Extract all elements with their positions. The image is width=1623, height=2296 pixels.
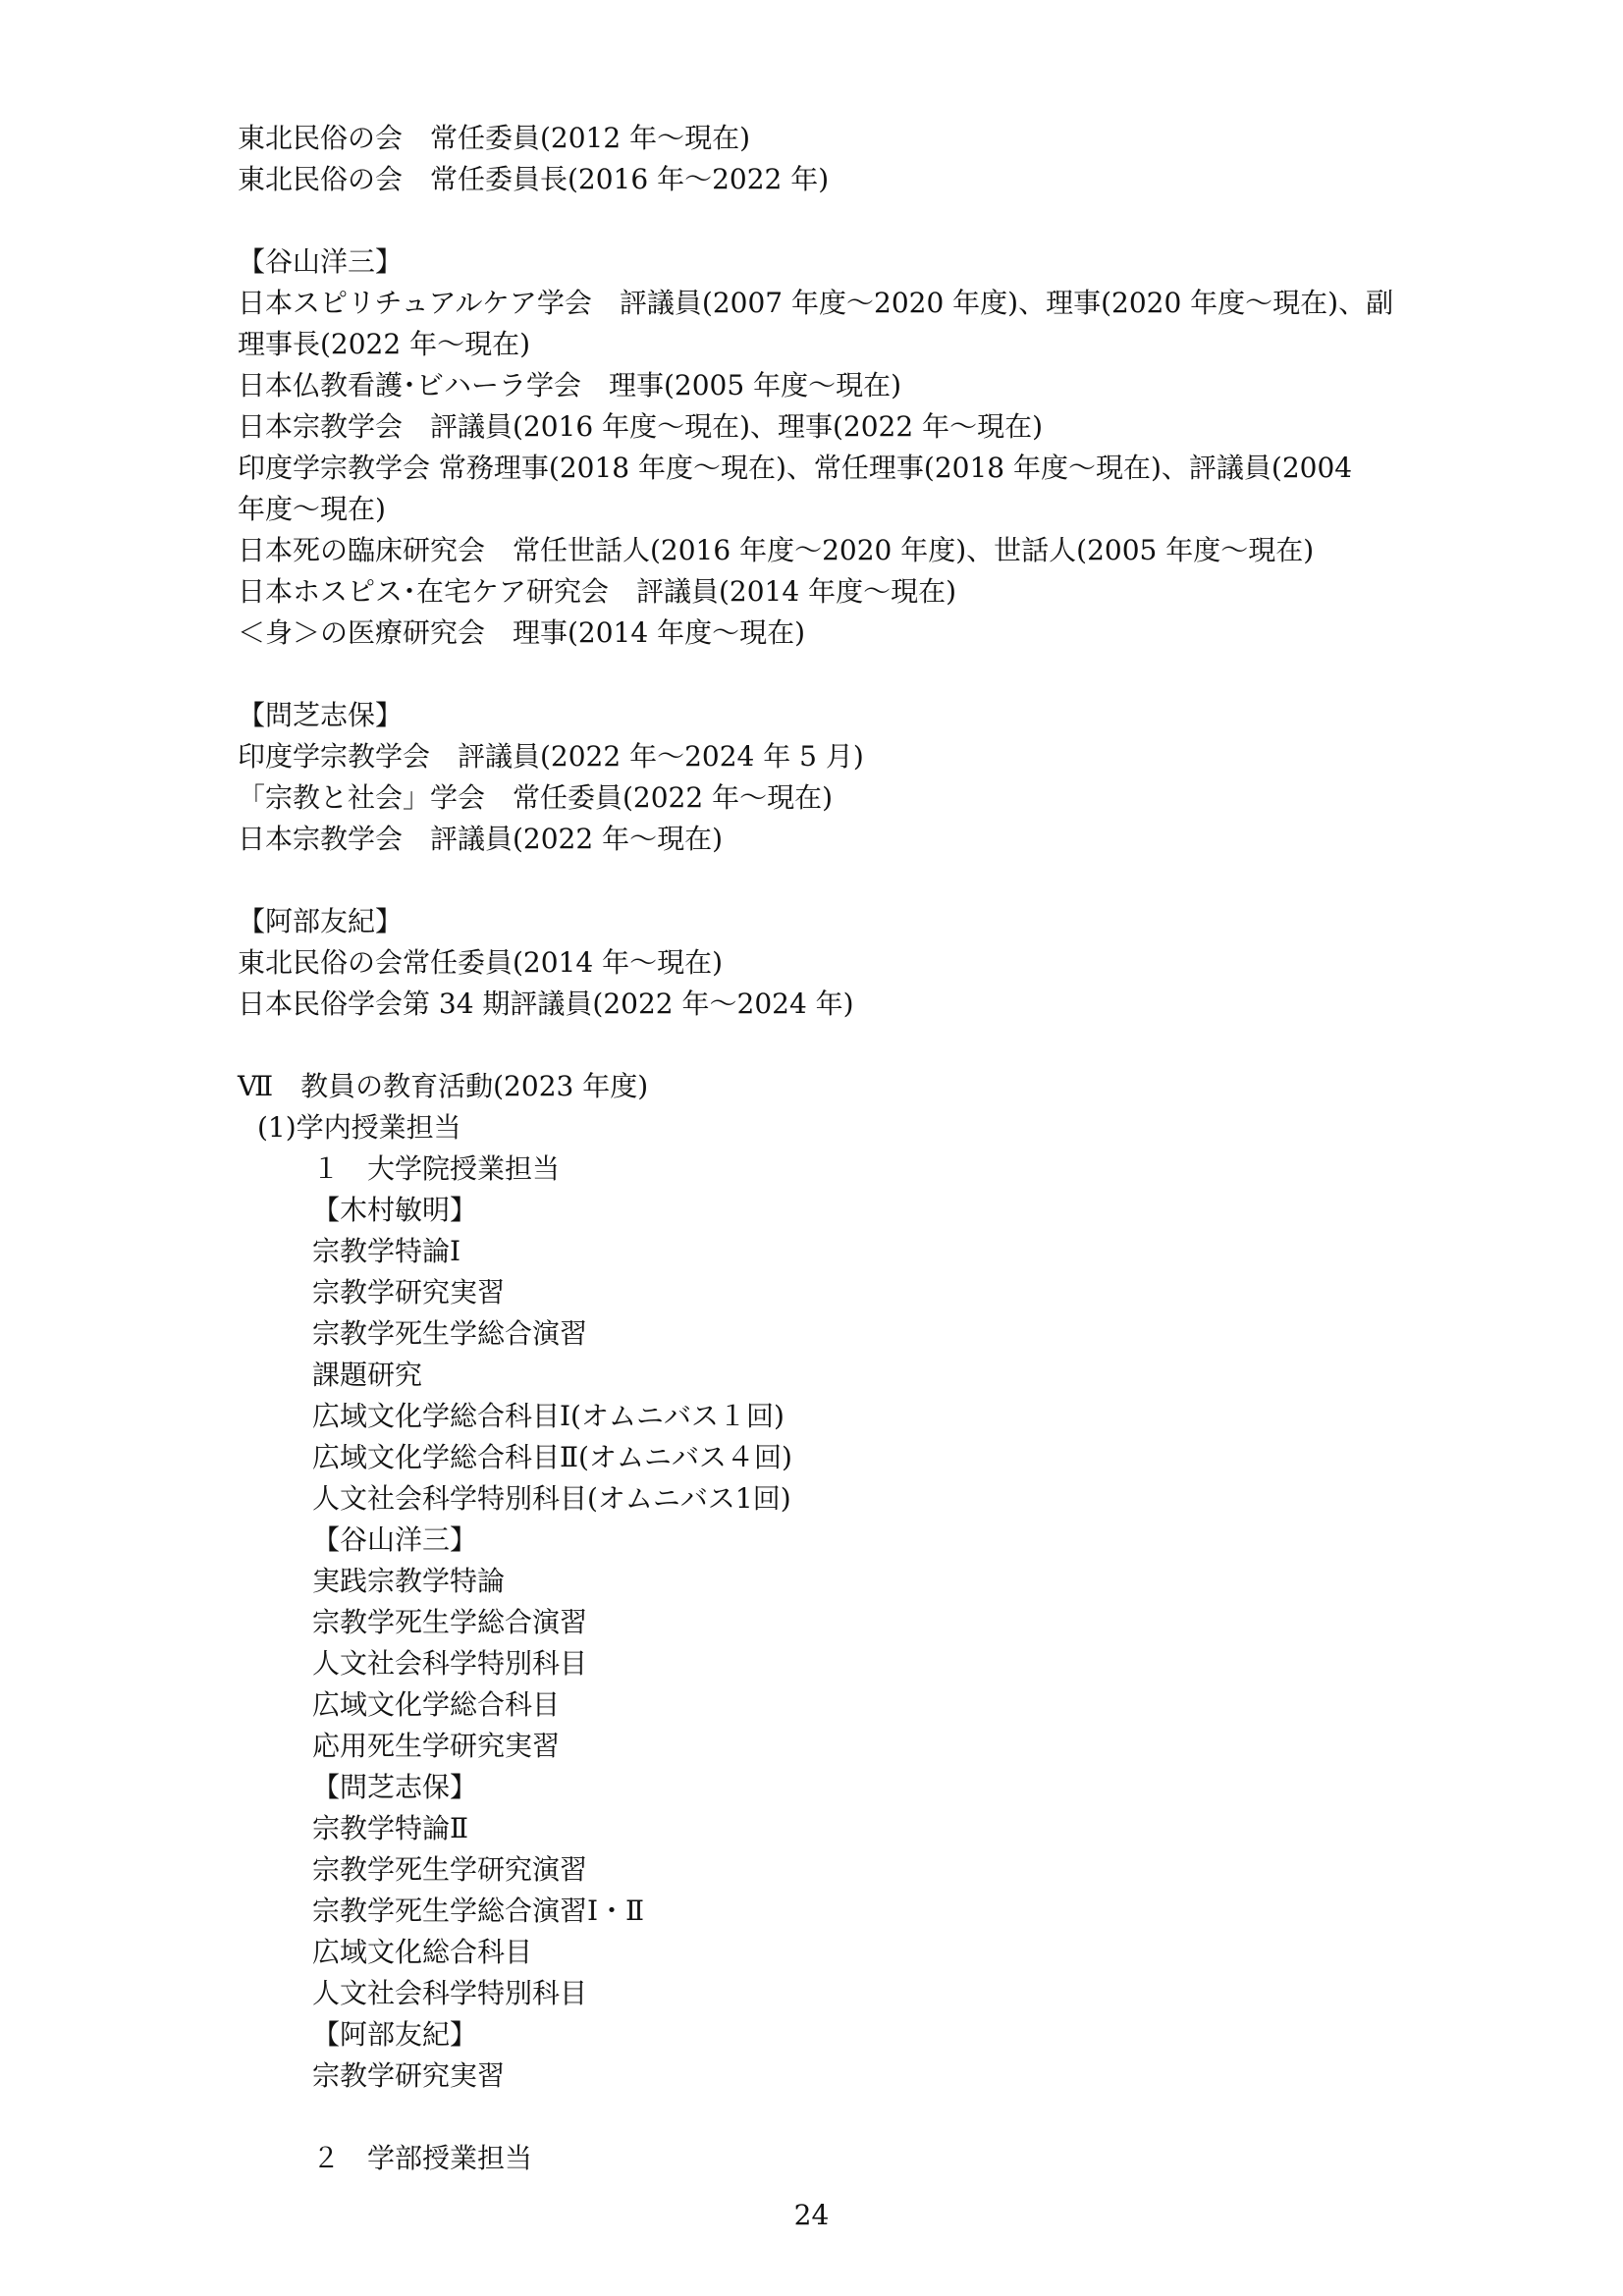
- text-line: 印度学宗教学会 評議員(2022 年～2024 年 5 月): [238, 740, 864, 773]
- course-item: 宗教学特論Ⅰ: [312, 1235, 461, 1267]
- subsection-heading: １ 大学院授業担当: [312, 1152, 561, 1185]
- course-item: 宗教学死生学総合演習Ⅰ・Ⅱ: [312, 1895, 645, 1927]
- text-line: 東北民俗の会 常任委員長(2016 年～2022 年): [238, 163, 830, 195]
- course-item: 宗教学死生学研究演習: [312, 1853, 588, 1886]
- text-line: 年度～現在): [238, 493, 386, 525]
- person-heading: 【谷山洋三】: [312, 1523, 478, 1556]
- course-item: 宗教学死生学総合演習: [312, 1317, 588, 1350]
- course-item: 人文社会科学特別科目(オムニバス1回): [312, 1482, 791, 1515]
- course-item: 人文社会科学特別科目: [312, 1647, 588, 1680]
- text-line: ＜身＞の医療研究会 理事(2014 年度～現在): [238, 616, 806, 649]
- course-item: 実践宗教学特論: [312, 1565, 506, 1597]
- subsection-heading: ２ 学部授業担当: [312, 2142, 533, 2174]
- person-heading: 【阿部友紀】: [238, 905, 404, 937]
- text-line: 理事長(2022 年～現在): [238, 328, 531, 360]
- course-item: 宗教学研究実習: [312, 2059, 506, 2092]
- course-item: 応用死生学研究実習: [312, 1730, 561, 1762]
- text-line: 東北民俗の会常任委員(2014 年～現在): [238, 946, 724, 979]
- section-heading: Ⅶ 教員の教育活動(2023 年度): [238, 1070, 649, 1102]
- course-item: 宗教学特論Ⅱ: [312, 1812, 469, 1844]
- text-line: 日本民俗学会第 34 期評議員(2022 年～2024 年): [238, 988, 854, 1020]
- text-line: 日本スピリチュアルケア学会 評議員(2007 年度～2020 年度)、理事(2020 年度～現在)、副: [238, 287, 1394, 319]
- page-number: 24: [793, 2199, 830, 2231]
- course-item: 広域文化学総合科目Ⅱ(オムニバス４回): [312, 1441, 792, 1473]
- course-item: 課題研究: [312, 1359, 423, 1391]
- course-item: 宗教学研究実習: [312, 1276, 506, 1308]
- text-line: 日本宗教学会 評議員(2022 年～現在): [238, 823, 724, 855]
- person-heading: 【谷山洋三】: [238, 245, 404, 278]
- person-heading: 【問芝志保】: [312, 1771, 478, 1803]
- text-line: 日本宗教学会 評議員(2016 年度～現在)、理事(2022 年～現在): [238, 410, 1044, 443]
- subsection-heading: (1)学内授業担当: [257, 1111, 461, 1144]
- course-item: 広域文化学総合科目Ⅰ(オムニバス１回): [312, 1400, 784, 1432]
- text-line: 日本仏教看護･ビハーラ学会 理事(2005 年度～現在): [238, 369, 902, 401]
- person-heading: 【阿部友紀】: [312, 2018, 478, 2051]
- course-item: 広域文化学総合科目: [312, 1688, 561, 1721]
- text-line: 東北民俗の会 常任委員(2012 年～現在): [238, 122, 751, 154]
- text-line: 日本ホスピス･在宅ケア研究会 評議員(2014 年度～現在): [238, 575, 957, 608]
- course-item: 宗教学死生学総合演習: [312, 1606, 588, 1638]
- course-item: 広域文化総合科目: [312, 1936, 533, 1968]
- text-line: 印度学宗教学会 常務理事(2018 年度～現在)、常任理事(2018 年度～現在)、評議員(2004: [238, 452, 1353, 484]
- person-heading: 【木村敏明】: [312, 1194, 478, 1226]
- course-item: 人文社会科学特別科目: [312, 1977, 588, 2009]
- text-line: 「宗教と社会」学会 常任委員(2022 年～現在): [238, 781, 834, 814]
- person-heading: 【問芝志保】: [238, 699, 404, 731]
- text-line: 日本死の臨床研究会 常任世話人(2016 年度～2020 年度)、世話人(2005 年度～現在): [238, 534, 1315, 566]
